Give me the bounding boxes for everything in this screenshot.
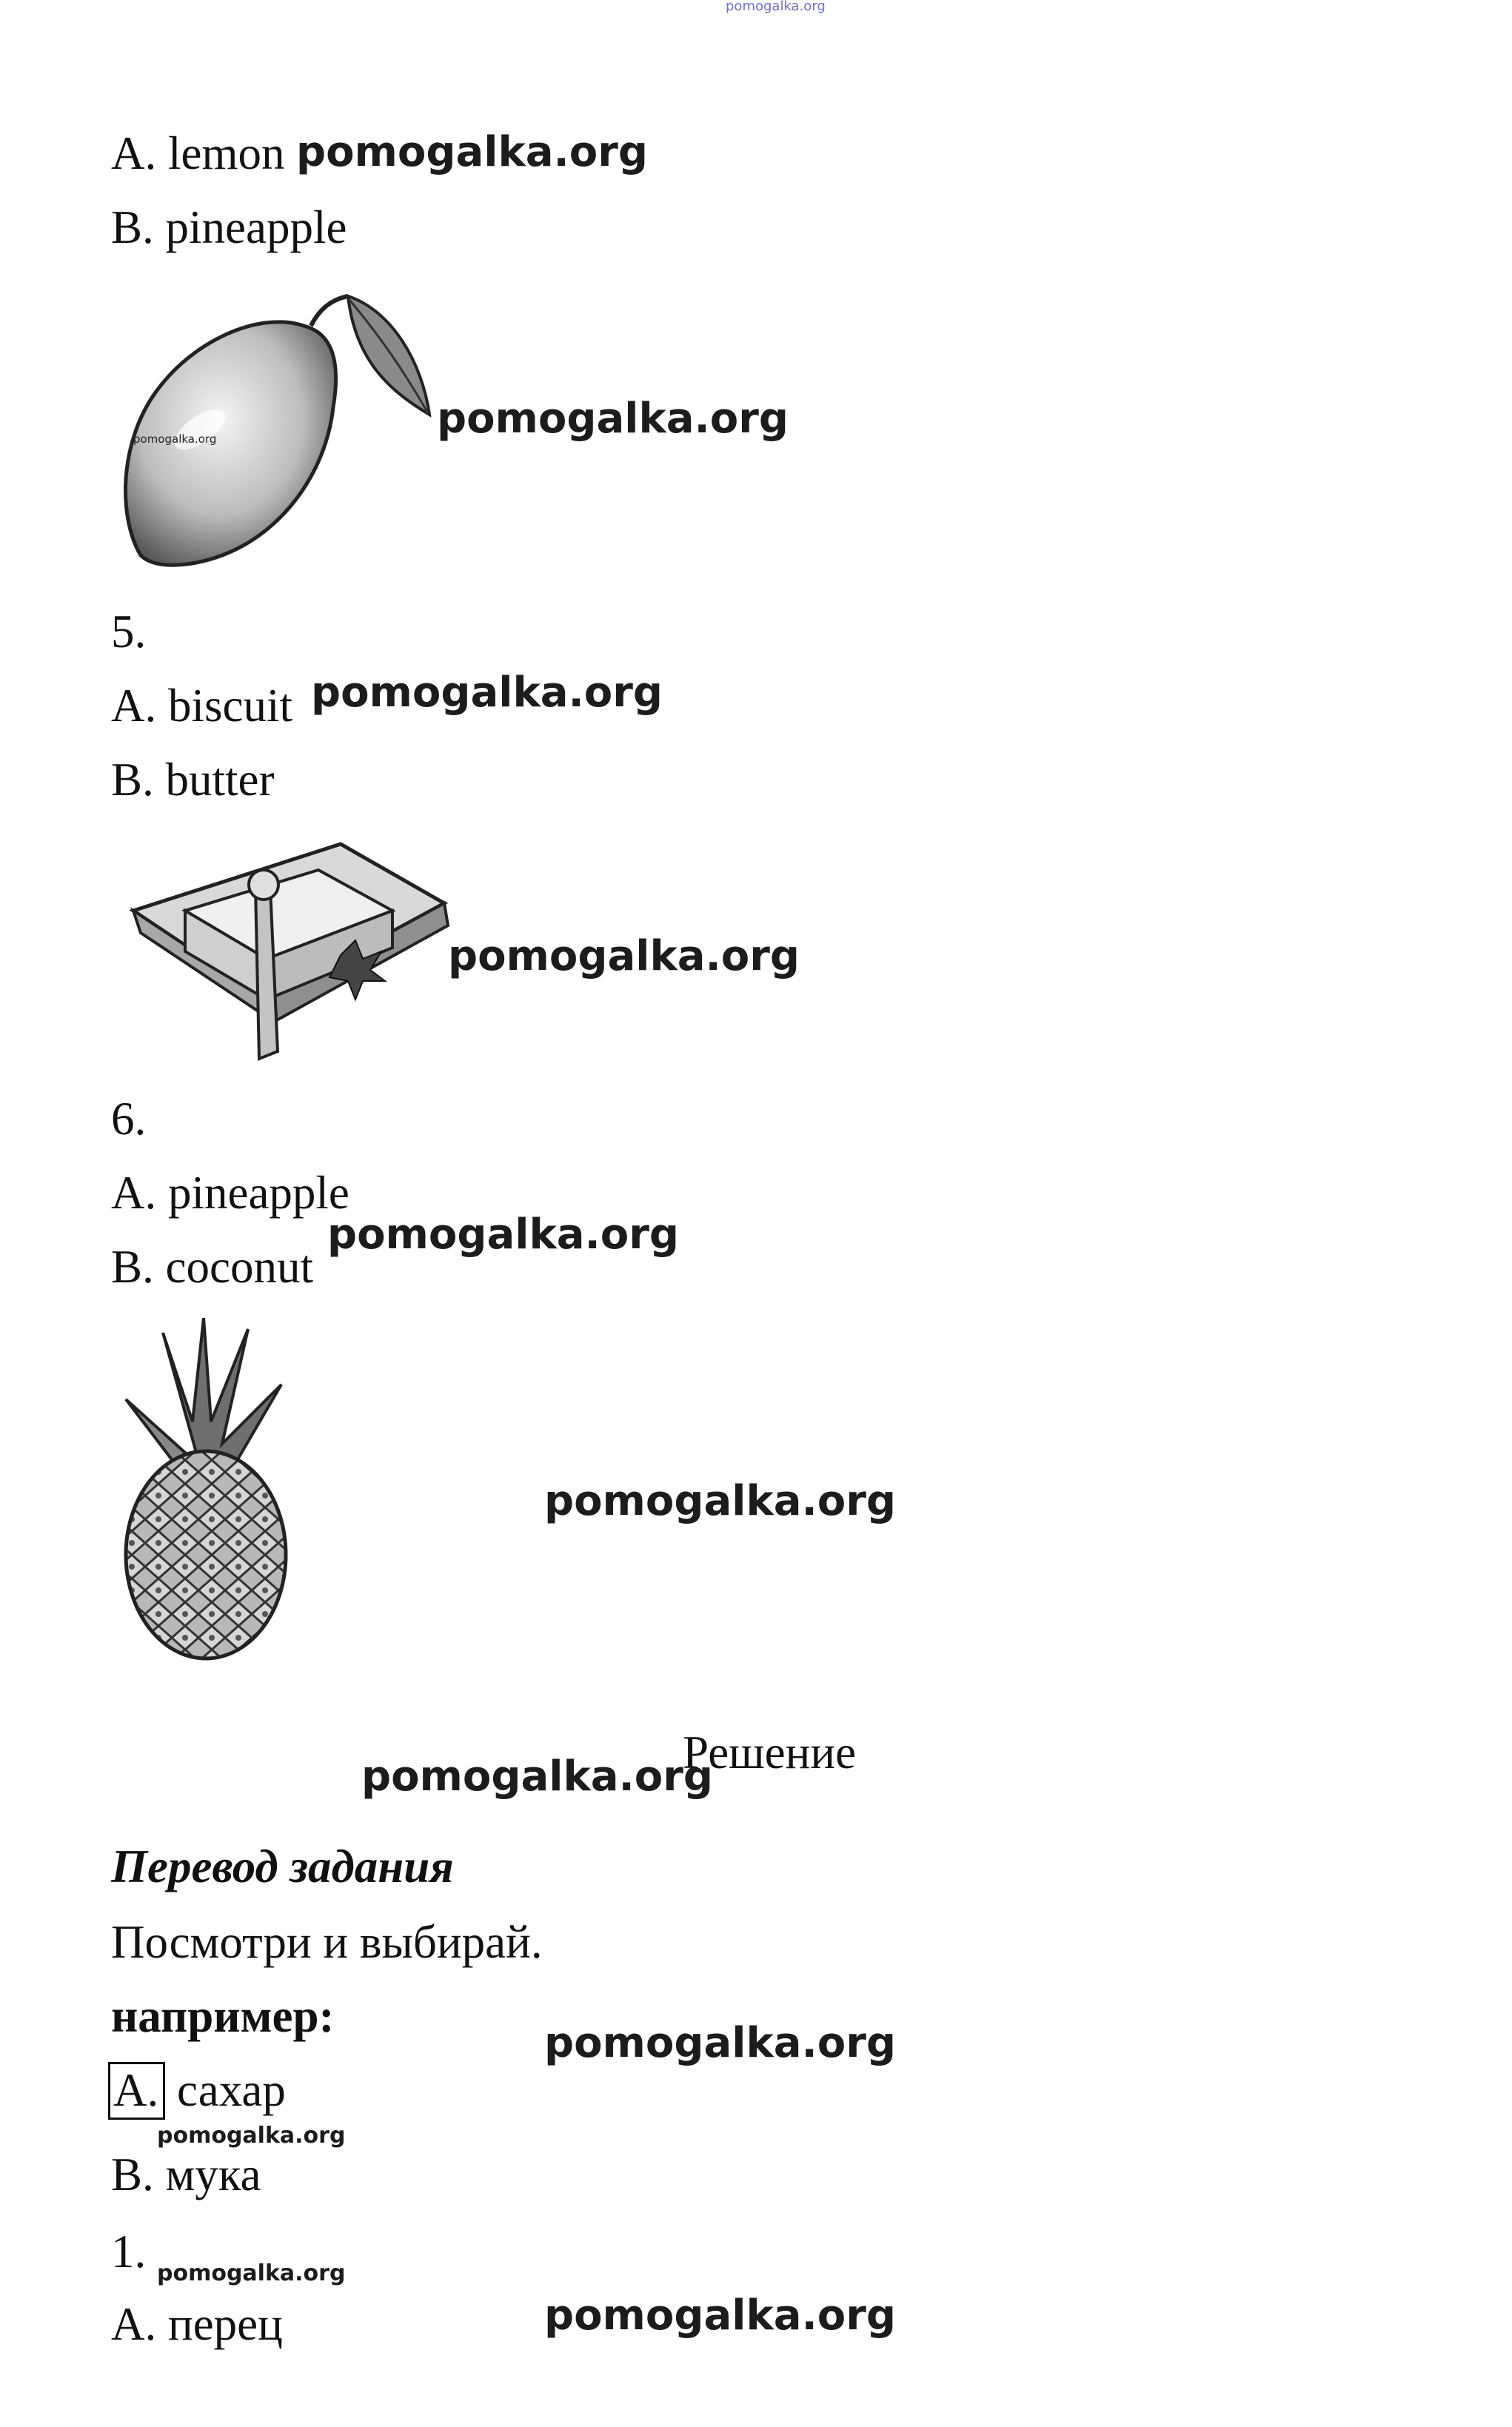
watermark: pomogalka.org <box>311 669 663 717</box>
solution-heading: Решение <box>683 1727 857 1778</box>
item4-option-b: B. pineapple <box>111 201 347 253</box>
item5-option-a: A. biscuit <box>111 680 292 732</box>
pineapple-image <box>118 1318 296 1666</box>
example-option-b: B. мука <box>111 2149 261 2200</box>
item6-option-b: B. coconut <box>111 1241 313 1293</box>
instruction-text: Посмотри и выбирай. <box>111 1916 543 1968</box>
watermark: pomogalka.org <box>544 1477 896 1525</box>
translation-title: Перевод задания <box>111 1841 454 1892</box>
watermark: pomogalka.org <box>296 128 648 176</box>
watermark: pomogalka.org <box>157 2123 346 2149</box>
selected-answer-box: A. <box>108 2062 165 2120</box>
question1-number: 1. <box>111 2226 147 2277</box>
watermark: pomogalka.org <box>448 932 800 980</box>
example-label: например: <box>111 1990 335 2042</box>
watermark: pomogalka.org <box>544 2292 896 2340</box>
item4-option-a: A. lemon <box>111 127 285 179</box>
item5-number: 5. <box>111 606 147 657</box>
item5-option-b: B. butter <box>111 754 275 806</box>
watermark: pomogalka.org <box>133 432 217 446</box>
lemon-image <box>111 281 437 578</box>
watermark: pomogalka.org <box>157 2260 346 2286</box>
question1-option-a: A. перец <box>111 2298 283 2350</box>
example-option-a <box>108 2064 286 2116</box>
butter-image <box>118 829 459 1074</box>
example-option-a-word: сахар <box>177 2064 286 2116</box>
watermark: pomogalka.org <box>361 1753 713 1801</box>
watermark: pomogalka.org <box>544 2019 896 2067</box>
watermark: pomogalka.org <box>327 1211 679 1259</box>
watermark-top: pomogalka.org <box>726 0 826 14</box>
item6-option-a: A. pineapple <box>111 1167 349 1219</box>
watermark: pomogalka.org <box>437 395 789 443</box>
item6-number: 6. <box>111 1093 147 1145</box>
